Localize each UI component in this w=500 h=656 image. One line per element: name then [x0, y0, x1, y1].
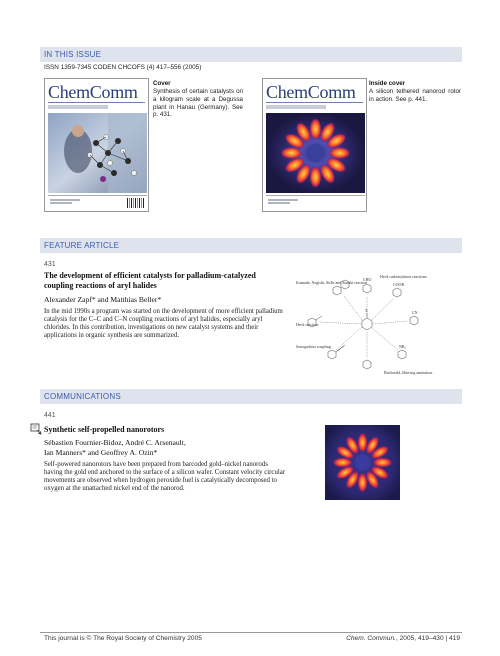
footer-copyright: This journal is © The Royal Society of Chemistry 2005: [44, 635, 202, 642]
scheme-label-heck: Heck reaction: [296, 322, 319, 327]
web-supplement-icon[interactable]: [30, 423, 42, 435]
section-header-feature-article: FEATURE ARTICLE: [40, 238, 462, 253]
feature-reaction-scheme: [292, 270, 446, 380]
scheme-label-buchwald: Buchwald–Hartwig amination: [384, 370, 433, 375]
feature-authors: Alexander Zapf* and Matthias Beller*: [44, 295, 162, 304]
inside-cover-logo: ChemComm: [266, 82, 356, 102]
communication-page-number: 441: [44, 412, 56, 419]
scheme-label-heck-carbonylation: Heck carbonylation reactions: [380, 274, 427, 279]
scheme-label-cn: CN: [412, 310, 418, 315]
cover-title: Cover: [153, 80, 171, 87]
cover-masthead-text: [48, 105, 108, 109]
feature-page-number: 431: [44, 261, 56, 268]
scheme-label-coor: COOR: [393, 282, 405, 287]
communication-authors-line2: Ian Manners* and Geoffrey A. Ozin*: [44, 448, 158, 457]
cover-image[interactable]: [44, 78, 149, 212]
footer-citation: [346, 635, 460, 642]
inside-cover-image[interactable]: [262, 78, 367, 212]
cover-rule: [48, 102, 145, 103]
cover-photo: [48, 113, 147, 193]
communication-abstract: Self-powered nanorotors have been prepared from barcoded gold–nickel nanorods having the gold end anchored to the surface of a silicon wafer. Constant velocity circular movements are observed when hydrogen peroxide fuel is catalytically decomposed to oxygen at the unattached nickel end of the nanorod.: [44, 461, 286, 493]
inside-cover-rule: [266, 102, 363, 103]
cover-description: Synthesis of certain catalysts on a kilogram scale at a Degussa plant in Hanau (Germany). See p. 431.: [153, 88, 243, 119]
nanorotor-image: [325, 425, 400, 500]
inside-cover-title: Inside cover: [369, 80, 406, 87]
scheme-label-x: X: [365, 308, 368, 313]
scheme-label-cho: CHO: [363, 277, 372, 282]
footer-journal-name: Chem. Commun.: [346, 635, 396, 642]
scheme-label-sonogashira: Sonogashira coupling: [296, 344, 331, 349]
section-header-in-this-issue: IN THIS ISSUE: [40, 47, 462, 62]
feature-title[interactable]: The development of efficient catalysts for palladium-catalyzed coupling reactions of aryl halides: [44, 271, 256, 290]
issn-line: ISSN 1359-7345 CODEN CHCOFS (4) 417–556 (2005): [44, 64, 202, 71]
footer-rule: [40, 632, 462, 633]
communication-title[interactable]: Synthetic self-propelled nanorotors: [44, 425, 165, 434]
scheme-label-nr2: NR₂: [399, 344, 406, 349]
scheme-label-kumada: Kumada, Negishi, Stille and Suzuki reaction: [296, 280, 368, 285]
inside-cover-footer: [266, 195, 365, 208]
section-header-communications: COMMUNICATIONS: [40, 389, 462, 404]
feature-abstract: In the mid 1990s a program was started on the development of more efficient palladium catalysis for the C–C and C–N coupling reactions of aryl halides, especially aryl chlorides. In this contribution, investigations on new catalyst systems and their applications in organic synthesis are summarized.: [44, 308, 283, 340]
inside-cover-rotor-image: [266, 113, 365, 193]
inside-cover-description: A silicon tethered nanorod rotor in action. See p. 441.: [369, 88, 461, 103]
communication-authors-line1: Sébastien Fournier-Bidoz, André C. Arsenault,: [44, 438, 186, 447]
cover-barcode: [127, 198, 145, 208]
inside-cover-masthead-text: [266, 105, 326, 109]
cover-logo: ChemComm: [48, 82, 138, 102]
footer-pages: , 2005, 419–430 | 419: [395, 635, 460, 642]
